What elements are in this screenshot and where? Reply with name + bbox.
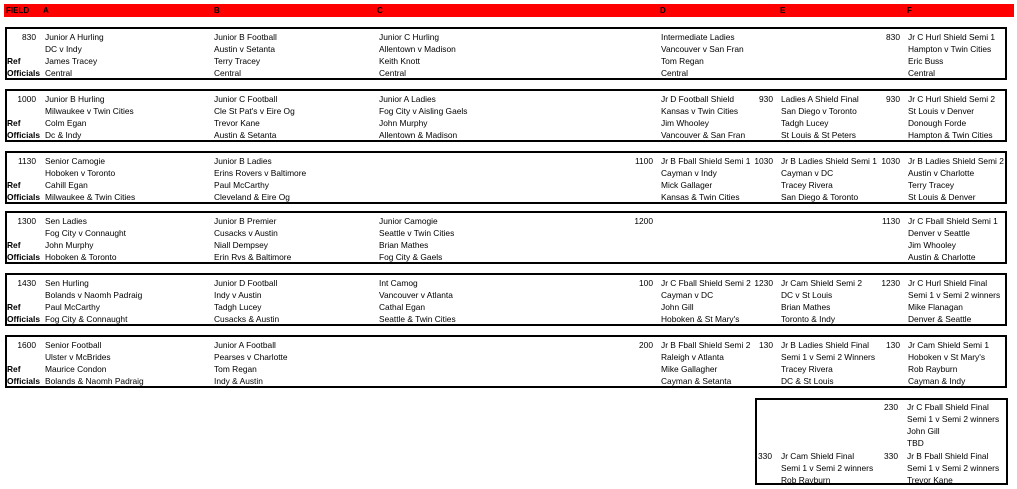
match-title: Jr C Hurl Shield Final bbox=[908, 278, 988, 288]
match-officials: Bolands & Naomh Padraig bbox=[45, 376, 144, 386]
match-officials: Fog City & Gaels bbox=[379, 252, 443, 262]
kickoff-time: 930 bbox=[759, 94, 773, 104]
officials-label: Officials bbox=[7, 130, 41, 140]
match-ref: Mike Gallagher bbox=[661, 364, 718, 374]
header-bar bbox=[4, 4, 1014, 17]
final-ref: Trevor Kane bbox=[907, 475, 953, 485]
match-officials: Cleveland & Eire Og bbox=[214, 192, 290, 202]
final-title: Jr B Fball Shield Final bbox=[907, 451, 989, 461]
match-teams: Denver v Seattle bbox=[908, 228, 970, 238]
match-ref: Colm Egan bbox=[45, 118, 87, 128]
match-title: Junior A Ladies bbox=[379, 94, 436, 104]
final-time: 230 bbox=[884, 402, 898, 412]
match-ref: Tadgh Lucey bbox=[781, 118, 829, 128]
match-title: Junior C Football bbox=[214, 94, 278, 104]
match-ref: Brian Mathes bbox=[781, 302, 831, 312]
officials-label: Officials bbox=[7, 252, 41, 262]
kickoff-time: 1200 bbox=[634, 216, 653, 226]
match-teams: Vancouver v San Fran bbox=[661, 44, 744, 54]
match-officials: Allentown & Madison bbox=[379, 130, 458, 140]
match-ref: James Tracey bbox=[45, 56, 98, 66]
match-title: Ladies A Shield Final bbox=[781, 94, 859, 104]
match-title: Junior D Football bbox=[214, 278, 278, 288]
match-teams: Erins Rovers v Baltimore bbox=[214, 168, 307, 178]
match-officials: Hampton & Twin Cities bbox=[908, 130, 993, 140]
match-ref: John Murphy bbox=[45, 240, 94, 250]
match-title: Junior B Hurling bbox=[45, 94, 105, 104]
match-teams: Vancouver v Atlanta bbox=[379, 290, 453, 300]
header-col-b: B bbox=[214, 6, 220, 15]
match-title: Jr B Ladies Shield Semi 1 bbox=[781, 156, 877, 166]
kickoff-time: 1130 bbox=[17, 156, 36, 166]
match-ref: Mike Flanagan bbox=[908, 302, 963, 312]
match-teams: Fog City v Connaught bbox=[45, 228, 127, 238]
match-teams: Fog City v Aisling Gaels bbox=[379, 106, 468, 116]
kickoff-time: 1230 bbox=[754, 278, 773, 288]
match-teams: Semi 1 v Semi 2 winners bbox=[908, 290, 1001, 300]
time-slot-block bbox=[5, 27, 1007, 80]
match-officials: Central bbox=[45, 68, 72, 78]
match-officials: Fog City & Connaught bbox=[45, 314, 128, 324]
match-ref: Niall Dempsey bbox=[214, 240, 268, 250]
match-ref: Paul McCarthy bbox=[45, 302, 100, 312]
ref-label: Ref bbox=[7, 302, 21, 312]
kickoff-time: 1300 bbox=[17, 216, 36, 226]
kickoff-time: 200 bbox=[639, 340, 653, 350]
final-teams: Semi 1 v Semi 2 winners bbox=[907, 414, 1000, 424]
match-title: Junior A Hurling bbox=[45, 32, 104, 42]
match-title: Jr Cam Shield Semi 2 bbox=[781, 278, 862, 288]
match-teams: San Diego v Toronto bbox=[781, 106, 857, 116]
kickoff-time: 1430 bbox=[17, 278, 36, 288]
final-ref: John Gill bbox=[907, 426, 940, 436]
header-field: FIELD bbox=[6, 6, 30, 15]
final-ref: Rob Rayburn bbox=[781, 475, 831, 485]
match-title: Jr C Hurl Shield Semi 1 bbox=[908, 32, 996, 42]
match-teams: St Louis v Denver bbox=[908, 106, 975, 116]
match-ref: Tracey Rivera bbox=[781, 180, 833, 190]
match-teams: Cayman v DC bbox=[781, 168, 834, 178]
match-officials: Central bbox=[908, 68, 935, 78]
match-officials: Central bbox=[661, 68, 688, 78]
match-teams: Ulster v McBrides bbox=[45, 352, 111, 362]
match-ref: Cathal Egan bbox=[379, 302, 426, 312]
match-ref: Terry Tracey bbox=[214, 56, 261, 66]
kickoff-time: 1130 bbox=[881, 216, 900, 226]
officials-label: Officials bbox=[7, 68, 41, 78]
match-title: Jr Cam Shield Semi 1 bbox=[908, 340, 989, 350]
match-ref: Jim Whooley bbox=[908, 240, 956, 250]
match-officials: Seattle & Twin Cities bbox=[379, 314, 456, 324]
match-officials: Central bbox=[379, 68, 406, 78]
match-teams: Hoboken v St Mary's bbox=[908, 352, 986, 362]
match-teams: DC v St Louis bbox=[781, 290, 833, 300]
match-officials: Austin & Charlotte bbox=[908, 252, 976, 262]
match-ref: Brian Mathes bbox=[379, 240, 429, 250]
match-officials: Cusacks & Austin bbox=[214, 314, 280, 324]
kickoff-time: 1030 bbox=[754, 156, 773, 166]
kickoff-time: 830 bbox=[886, 32, 900, 42]
final-title: Jr C Fball Shield Final bbox=[907, 402, 989, 412]
match-title: Junior B Premier bbox=[214, 216, 277, 226]
match-title: Junior B Football bbox=[214, 32, 277, 42]
ref-label: Ref bbox=[7, 180, 21, 190]
match-teams: Hampton v Twin Cities bbox=[908, 44, 992, 54]
match-officials: Cayman & Indy bbox=[908, 376, 966, 386]
match-ref: John Murphy bbox=[379, 118, 428, 128]
officials-label: Officials bbox=[7, 314, 41, 324]
time-slot-block bbox=[5, 211, 1007, 264]
time-slot-block bbox=[5, 335, 1007, 388]
time-slot-block bbox=[5, 151, 1007, 204]
match-officials: St Louis & Denver bbox=[908, 192, 976, 202]
kickoff-time: 1000 bbox=[17, 94, 36, 104]
match-teams: Bolands v Naomh Padraig bbox=[45, 290, 143, 300]
match-ref: Donough Forde bbox=[908, 118, 967, 128]
kickoff-time: 1100 bbox=[634, 156, 653, 166]
match-ref: Mick Gallager bbox=[661, 180, 713, 190]
match-teams: Semi 1 v Semi 2 Winners bbox=[781, 352, 876, 362]
kickoff-time: 130 bbox=[886, 340, 900, 350]
match-ref: Eric Buss bbox=[908, 56, 944, 66]
match-ref: Trevor Kane bbox=[214, 118, 260, 128]
kickoff-time: 130 bbox=[759, 340, 773, 350]
match-title: Senior Camogie bbox=[45, 156, 106, 166]
match-teams: Cle St Pat's v Eire Og bbox=[214, 106, 295, 116]
match-title: Jr B Ladies Shield Semi 2 bbox=[908, 156, 1004, 166]
match-teams: Pearses v Charlotte bbox=[214, 352, 288, 362]
match-title: Junior A Football bbox=[214, 340, 276, 350]
match-teams: Austin v Charlotte bbox=[908, 168, 975, 178]
match-teams: Allentown v Madison bbox=[379, 44, 456, 54]
match-teams: Kansas v Twin Cities bbox=[661, 106, 739, 116]
ref-label: Ref bbox=[7, 364, 21, 374]
ref-label: Ref bbox=[7, 240, 21, 250]
match-title: Int Camog bbox=[379, 278, 418, 288]
match-teams: DC v Indy bbox=[45, 44, 82, 54]
match-officials: Indy & Austin bbox=[214, 376, 263, 386]
match-teams: Seattle v Twin Cities bbox=[379, 228, 455, 238]
match-title: Jr C Fball Shield Semi 1 bbox=[908, 216, 998, 226]
match-ref: Tom Regan bbox=[661, 56, 704, 66]
match-officials: Vancouver & San Fran bbox=[661, 130, 746, 140]
match-teams: Indy v Austin bbox=[214, 290, 262, 300]
match-ref: Rob Rayburn bbox=[908, 364, 958, 374]
match-title: Jr B Fball Shield Semi 2 bbox=[661, 340, 751, 350]
match-officials: St Louis & St Peters bbox=[781, 130, 856, 140]
finals-block bbox=[755, 398, 1008, 485]
match-title: Jr B Fball Shield Semi 1 bbox=[661, 156, 751, 166]
header-col-e: E bbox=[780, 6, 786, 15]
match-title: Jr B Ladies Shield Final bbox=[781, 340, 869, 350]
match-teams: Austin v Setanta bbox=[214, 44, 275, 54]
match-ref: John Gill bbox=[661, 302, 694, 312]
match-ref: Tracey Rivera bbox=[781, 364, 833, 374]
match-ref: Keith Knott bbox=[379, 56, 420, 66]
header-col-a: A bbox=[43, 6, 49, 15]
final-officials: TBD bbox=[907, 438, 924, 448]
kickoff-time: 1030 bbox=[881, 156, 900, 166]
match-teams: Hoboken v Toronto bbox=[45, 168, 116, 178]
match-title: Junior C Hurling bbox=[379, 32, 440, 42]
match-teams: Raleigh v Atlanta bbox=[661, 352, 724, 362]
kickoff-time: 1230 bbox=[881, 278, 900, 288]
kickoff-time: 100 bbox=[639, 278, 653, 288]
match-ref: Terry Tracey bbox=[908, 180, 955, 190]
match-teams: Cayman v DC bbox=[661, 290, 714, 300]
match-title: Jr D Football Shield bbox=[661, 94, 735, 104]
match-officials: Central bbox=[214, 68, 241, 78]
match-title: Senior Football bbox=[45, 340, 102, 350]
match-teams: Cayman v Indy bbox=[661, 168, 717, 178]
header-col-c: C bbox=[377, 6, 383, 15]
match-title: Sen Ladies bbox=[45, 216, 87, 226]
match-officials: Erin Rvs & Baltimore bbox=[214, 252, 292, 262]
kickoff-time: 1600 bbox=[17, 340, 36, 350]
match-officials: San Diego & Toronto bbox=[781, 192, 859, 202]
match-ref: Paul McCarthy bbox=[214, 180, 269, 190]
match-ref: Maurice Condon bbox=[45, 364, 107, 374]
match-title: Intermediate Ladies bbox=[661, 32, 735, 42]
ref-label: Ref bbox=[7, 56, 21, 66]
final-teams: Semi 1 v Semi 2 winners bbox=[907, 463, 1000, 473]
match-officials: Hoboken & St Mary's bbox=[661, 314, 740, 324]
match-teams: Cusacks v Austin bbox=[214, 228, 278, 238]
match-title: Jr C Hurl Shield Semi 2 bbox=[908, 94, 996, 104]
match-officials: Dc & Indy bbox=[45, 130, 82, 140]
match-teams: Milwaukee v Twin Cities bbox=[45, 106, 134, 116]
match-officials: Cayman & Setanta bbox=[661, 376, 732, 386]
match-title: Sen Hurling bbox=[45, 278, 89, 288]
ref-label: Ref bbox=[7, 118, 21, 128]
match-officials: Hoboken & Toronto bbox=[45, 252, 117, 262]
match-officials: Toronto & Indy bbox=[781, 314, 836, 324]
final-time: 330 bbox=[758, 451, 772, 461]
final-teams: Semi 1 v Semi 2 winners bbox=[781, 463, 874, 473]
kickoff-time: 830 bbox=[22, 32, 36, 42]
officials-label: Officials bbox=[7, 376, 41, 386]
officials-label: Officials bbox=[7, 192, 41, 202]
match-officials: Denver & Seattle bbox=[908, 314, 972, 324]
match-ref: Tadgh Lucey bbox=[214, 302, 262, 312]
match-ref: Tom Regan bbox=[214, 364, 257, 374]
match-title: Junior B Ladies bbox=[214, 156, 272, 166]
time-slot-block bbox=[5, 273, 1007, 326]
match-ref: Cahill Egan bbox=[45, 180, 88, 190]
header-col-d: D bbox=[660, 6, 666, 15]
match-officials: Milwaukee & Twin Cities bbox=[45, 192, 136, 202]
kickoff-time: 930 bbox=[886, 94, 900, 104]
match-officials: Kansas & Twin Cities bbox=[661, 192, 740, 202]
final-time: 330 bbox=[884, 451, 898, 461]
final-title: Jr Cam Shield Final bbox=[781, 451, 855, 461]
match-title: Junior Camogie bbox=[379, 216, 438, 226]
match-officials: DC & St Louis bbox=[781, 376, 834, 386]
header-col-f: F bbox=[907, 6, 912, 15]
time-slot-block bbox=[5, 89, 1007, 142]
match-ref: Jim Whooley bbox=[661, 118, 709, 128]
match-title: Jr C Fball Shield Semi 2 bbox=[661, 278, 751, 288]
match-officials: Austin & Setanta bbox=[214, 130, 277, 140]
